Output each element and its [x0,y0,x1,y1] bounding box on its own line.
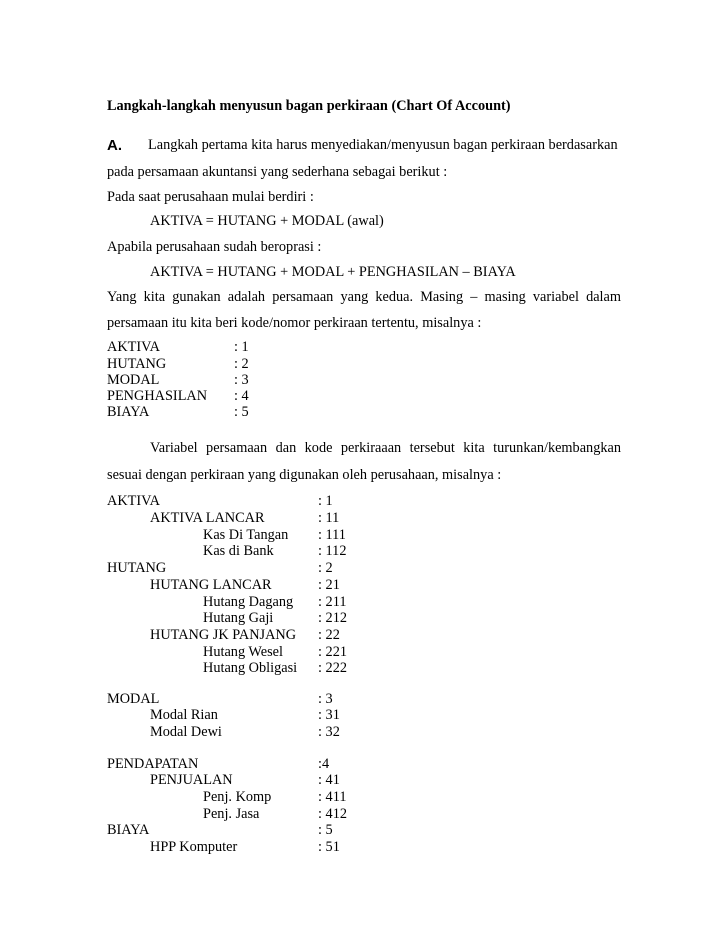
paragraph-2-line-2: persamaan itu kita beri kode/nomor perkiraan tertentu, misalnya : [107,315,482,331]
account-name: HUTANG JK PANJANG [150,627,297,643]
code-value: : 2 [234,356,249,372]
account-code: : 11 [318,510,340,526]
founding-label: Pada saat perusahaan mulai berdiri : [107,189,314,205]
code-value: : 3 [234,372,249,388]
account-name: Kas Di Tangan [203,527,289,543]
account-code: : 3 [318,691,333,707]
code-value: : 4 [234,388,249,404]
account-code: : 411 [318,789,347,805]
account-code: : 222 [318,660,347,676]
account-name: Hutang Dagang [203,594,294,610]
account-name: PENJUALAN [150,772,233,788]
code-variable-name: AKTIVA [107,339,160,355]
account-name: Hutang Gaji [203,610,274,626]
account-code: : 32 [318,724,340,740]
document-title: Langkah-langkah menyusun bagan perkiraan (Chart Of Account) [107,98,511,114]
account-name: Modal Rian [150,707,218,723]
account-name: Penj. Jasa [203,806,260,822]
account-name: Modal Dewi [150,724,222,740]
account-code: : 41 [318,772,340,788]
account-name: AKTIVA LANCAR [150,510,265,526]
paragraph-3-line-1: Variabel persamaan dan kode perkiraaan tersebut kita turunkan/kembangkan [150,440,621,456]
account-code: : 1 [318,493,333,509]
paragraph-3-line-2: sesuai dengan perkiraan yang digunakan oleh perusahaan, misalnya : [107,467,502,483]
code-variable-name: BIAYA [107,404,150,420]
paragraph-1-line-2: pada persamaan akuntansi yang sederhana sebagai berikut : [107,164,448,180]
account-code: : 111 [318,527,346,543]
paragraph-2-line-1: Yang kita gunakan adalah persamaan yang kedua. Masing – masing variabel dalam [107,289,621,305]
account-code: : 5 [318,822,333,838]
account-code: : 211 [318,594,347,610]
paragraph-1-line-1: Langkah pertama kita harus menyediakan/menyusun bagan perkiraan berdasarkan [148,137,618,153]
account-code: : 2 [318,560,333,576]
account-name: HUTANG LANCAR [150,577,272,593]
account-code: : 212 [318,610,347,626]
account-name: HUTANG [107,560,167,576]
account-name: Penj. Komp [203,789,272,805]
account-name: PENDAPATAN [107,756,199,772]
equation-initial: AKTIVA = HUTANG + MODAL (awal) [150,213,384,229]
account-name: AKTIVA [107,493,160,509]
account-name: HPP Komputer [150,839,238,855]
code-variable-name: HUTANG [107,356,167,372]
account-name: Kas di Bank [203,543,274,559]
section-marker: A. [107,137,122,154]
section-a-first-line [107,137,618,155]
code-value: : 5 [234,404,249,420]
account-code: : 221 [318,644,347,660]
account-code: : 412 [318,806,347,822]
account-code: : 51 [318,839,340,855]
account-code: : 21 [318,577,340,593]
account-name: Hutang Obligasi [203,660,298,676]
account-name: BIAYA [107,822,150,838]
account-code: : 112 [318,543,347,559]
code-variable-name: PENGHASILAN [107,388,208,404]
account-name: Hutang Wesel [203,644,283,660]
operating-label: Apabila perusahaan sudah beroprasi : [107,239,322,255]
account-code: : 22 [318,627,340,643]
equation-operating: AKTIVA = HUTANG + MODAL + PENGHASILAN – BIAYA [150,264,516,280]
account-code: : 31 [318,707,340,723]
code-variable-name: MODAL [107,372,160,388]
code-value: : 1 [234,339,249,355]
account-code: :4 [318,756,330,772]
account-name: MODAL [107,691,160,707]
